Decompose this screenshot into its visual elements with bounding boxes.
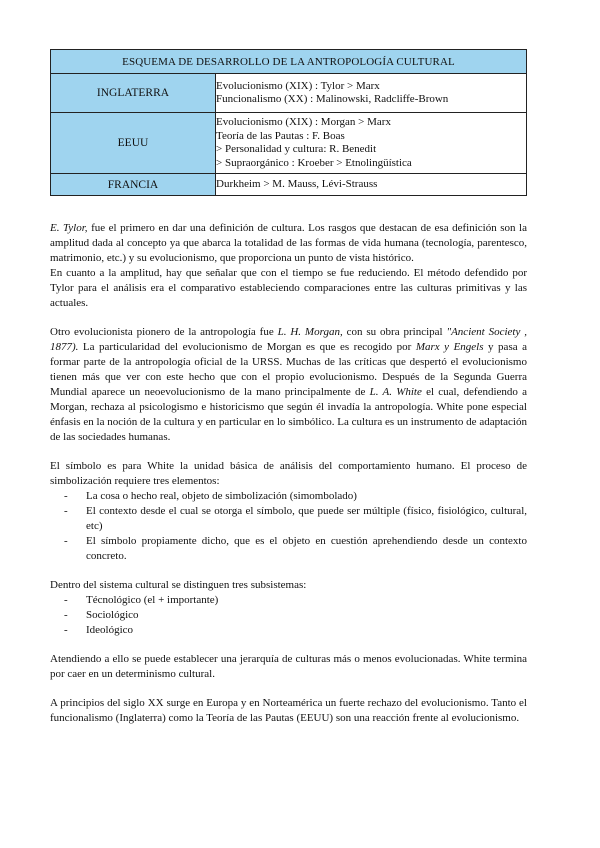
paragraph-tylor: E. Tylor, fue el primero en dar una definición de cultura. Los rasgos que destacan de esa definición son la amplitud dada al concepto ya que abarca la totalidad de las formas de vida humana (tecnología, parentesco, matrimonio, etc.) y su evolucionismo, que proporciona un punto de vista histórico.: [50, 222, 527, 264]
country-cell: FRANCIA: [51, 174, 216, 196]
list-item: - Técnológico (el + importante): [50, 593, 527, 608]
content-line: Durkheim > M. Mauss, Lévi-Strauss: [216, 177, 378, 190]
author-name: E. Tylor,: [50, 222, 88, 234]
paragraph-subsistemas: Dentro del sistema cultural se distinguen tres subsistemas:: [50, 579, 307, 591]
list-elementos: [50, 489, 527, 564]
table-row-eeuu: [51, 113, 527, 174]
content-line: Teoría de las Pautas : F. Boas: [216, 129, 345, 142]
content-line: Evolucionismo (XIX) : Morgan > Marx: [216, 116, 391, 128]
table-title: ESQUEMA DE DESARROLLO DE LA ANTROPOLOGÍA CULTURAL: [51, 50, 527, 74]
paragraph-simbolo: El símbolo es para White la unidad básica de análisis del comportamiento humano. El proceso de simbolización requiere tres elementos:: [50, 460, 527, 487]
paragraph-morgan: Otro evolucionista pionero de la antropología fue L. H. Morgan, con su obra principal "Ancient Society , 1877). La particularidad del evolucionismo de Morgan es que es recogido por Marx y Engels y pasa a formar parte de la antropología oficial de la URSS. Muchas de las críticas que despertó el evolucionismo tienen más que ver con este hecho que con el propio evolucionismo. Después de la Segunda Guerra Mundial aparece un neoevolucionismo de la mano principalmente de L. A. White el cual, defendiendo a Morgan, rechaza al psicologismo e historicismo que según él invadía la antropología. White pone especial énfasis en la noción de la cultura y en particular en lo simbólico. La cultura es un instrumento de adaptación de las sociedades humanas.: [50, 326, 528, 443]
paragraph-jerarquia: Atendiendo a ello se puede establecer una jerarquía de culturas más o menos evolucionadas. White termina por caer en un determinismo cultural.: [50, 653, 527, 680]
table-row-inglaterra: [51, 74, 527, 113]
work-title: "Ancient Society , 1877).: [50, 326, 527, 353]
country-cell: INGLATERRA: [51, 74, 216, 113]
table-title-row: [51, 50, 527, 74]
author-name: Marx y Engels: [415, 341, 484, 353]
content-line: Evolucionismo (XIX) : Tylor > Marx: [216, 79, 380, 92]
content-cell: [216, 74, 527, 113]
table-row-francia: [51, 174, 527, 196]
paragraph-rechazo: A principios del siglo XX surge en Europa y en Norteamérica un fuerte rechazo del evolucionismo. Tanto el funcionalismo (Inglaterra) como la Teoría de las Pautas (EEUU) son una reacción frente al evolucionismo.: [50, 697, 527, 724]
list-item: - La cosa o hecho real, objeto de simbolización (simombolado): [50, 489, 527, 504]
author-name: L. A. White: [369, 386, 422, 398]
author-name: L. H. Morgan,: [277, 326, 343, 338]
list-subsistemas: [50, 593, 527, 638]
list-item: - El contexto desde el cual se otorga el símbolo, que puede ser múltiple (físico, fisiológico, cultural, etc): [50, 504, 527, 534]
content-line: > Personalidad y cultura: R. Benedit: [216, 143, 377, 155]
country-cell: EEUU: [51, 113, 216, 174]
content-line: > Supraorgánico : Kroeber > Etnolingüística: [216, 156, 412, 169]
content-line: Funcionalismo (XX) : Malinowski, Radcliffe-Brown: [216, 93, 449, 105]
paragraph-amplitud: En cuanto a la amplitud, hay que señalar que con el tiempo se fue reduciendo. El método defendido por Tylor para el análisis era el comparativo estableciendo comparaciones entre las culturas primitivas y las actuales.: [50, 267, 527, 309]
scheme-table: [50, 49, 527, 196]
content-cell: [216, 113, 527, 174]
list-item: - El símbolo propiamente dicho, que es el objeto en cuestión aprehendiendo desde un contexto concreto.: [50, 534, 527, 564]
list-item: - Sociológico: [50, 608, 527, 623]
content-cell: [216, 174, 527, 196]
list-item: - Ideológico: [50, 623, 527, 638]
body-text: [50, 221, 527, 726]
